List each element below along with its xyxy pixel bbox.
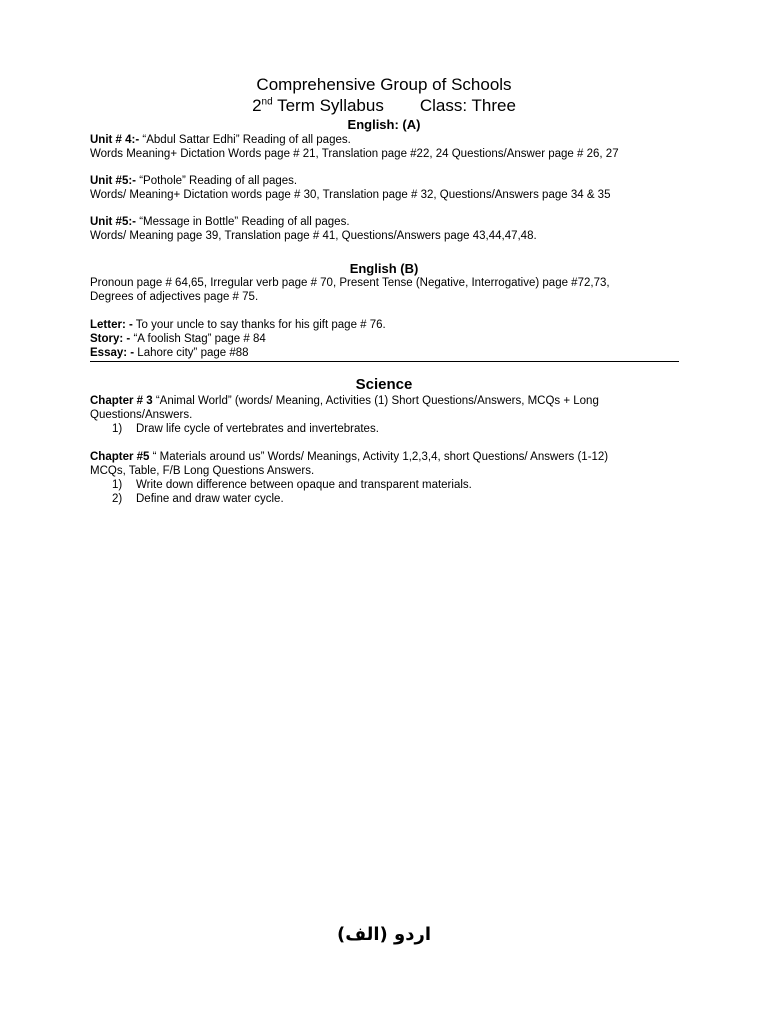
item-text: Write down difference between opaque and transparent materials. [136, 479, 472, 491]
chapter-3-label: Chapter # 3 [90, 395, 153, 407]
unit-label: Unit #5:- [90, 175, 136, 187]
item-text: Define and draw water cycle. [136, 493, 284, 505]
unit-4-title [90, 133, 351, 147]
chapter-5-item-1 [112, 478, 472, 492]
story-label: Story: - [90, 333, 131, 345]
english-a-heading: English: (A) [347, 117, 421, 132]
chapter-3-text: “Animal World” (words/ Meaning, Activities (1) Short Questions/Answers, MCQs + Long [152, 395, 599, 407]
item-number: 1) [112, 423, 123, 435]
chapter-5-text: “ Materials around us” Words/ Meanings, Activity 1,2,3,4, short Questions/ Answers (1-12) [149, 451, 609, 463]
chapter-3-line-2: Questions/Answers. [90, 409, 193, 421]
essay-label: Essay: - [90, 347, 135, 359]
english-b-line-2: Degrees of adjectives page # 75. [90, 291, 259, 303]
item-number: 2) [112, 493, 123, 505]
term-suffix: nd [261, 96, 273, 108]
unit-title: “Message in Bottle” Reading of all pages. [136, 216, 350, 228]
story-text: “A foolish Stag” page # 84 [130, 333, 266, 345]
unit-5-bottle-title [90, 215, 350, 229]
unit-4-detail: Words Meaning+ Dictation Words page # 21, Translation page #22, 24 Questions/Answer page # 26, 27 [90, 148, 619, 160]
item-text: Draw life cycle of vertebrates and invertebrates. [136, 423, 379, 435]
chapter-3-item-1 [112, 422, 379, 436]
chapter-5-label: Chapter #5 [90, 451, 150, 463]
story-line [90, 332, 266, 346]
essay-line [90, 346, 249, 360]
term-number: 2 [252, 96, 262, 115]
unit-5-pothole-detail: Words/ Meaning+ Dictation words page # 30, Translation page # 32, Questions/Answers page 34 & 35 [90, 189, 611, 201]
essay-text: Lahore city” page #88 [134, 347, 249, 359]
item-number: 1) [112, 479, 123, 491]
english-b-line-1: Pronoun page # 64,65, Irregular verb page # 70, Present Tense (Negative, Interrogative) page #72,73, [90, 277, 610, 289]
chapter-5-line [90, 450, 608, 464]
unit-title: “Pothole” Reading of all pages. [136, 175, 298, 187]
letter-line [90, 318, 386, 332]
unit-5-pothole-title [90, 174, 297, 188]
urdu-heading: اردو (الف) [336, 924, 432, 945]
letter-text: To your uncle to say thanks for his gift page # 76. [132, 319, 386, 331]
unit-5-bottle-detail: Words/ Meaning page 39, Translation page # 41, Questions/Answers page 43,44,47,48. [90, 230, 537, 242]
term-and-class-line [0, 96, 768, 116]
science-heading: Science [355, 376, 413, 393]
unit-title: “Abdul Sattar Edhi” Reading of all pages. [139, 134, 351, 146]
letter-label: Letter: - [90, 319, 133, 331]
unit-label: Unit # 4:- [90, 134, 140, 146]
class-label: Class: Three [419, 96, 516, 115]
unit-label: Unit #5:- [90, 216, 136, 228]
section-divider [90, 361, 679, 362]
chapter-5-line-2: MCQs, Table, F/B Long Questions Answers. [90, 465, 315, 477]
chapter-5-item-2 [112, 492, 284, 506]
school-name: Comprehensive Group of Schools [256, 75, 512, 94]
chapter-3-line [90, 394, 599, 408]
english-b-heading: English (B) [349, 261, 419, 276]
term-label: Term Syllabus [272, 96, 384, 115]
